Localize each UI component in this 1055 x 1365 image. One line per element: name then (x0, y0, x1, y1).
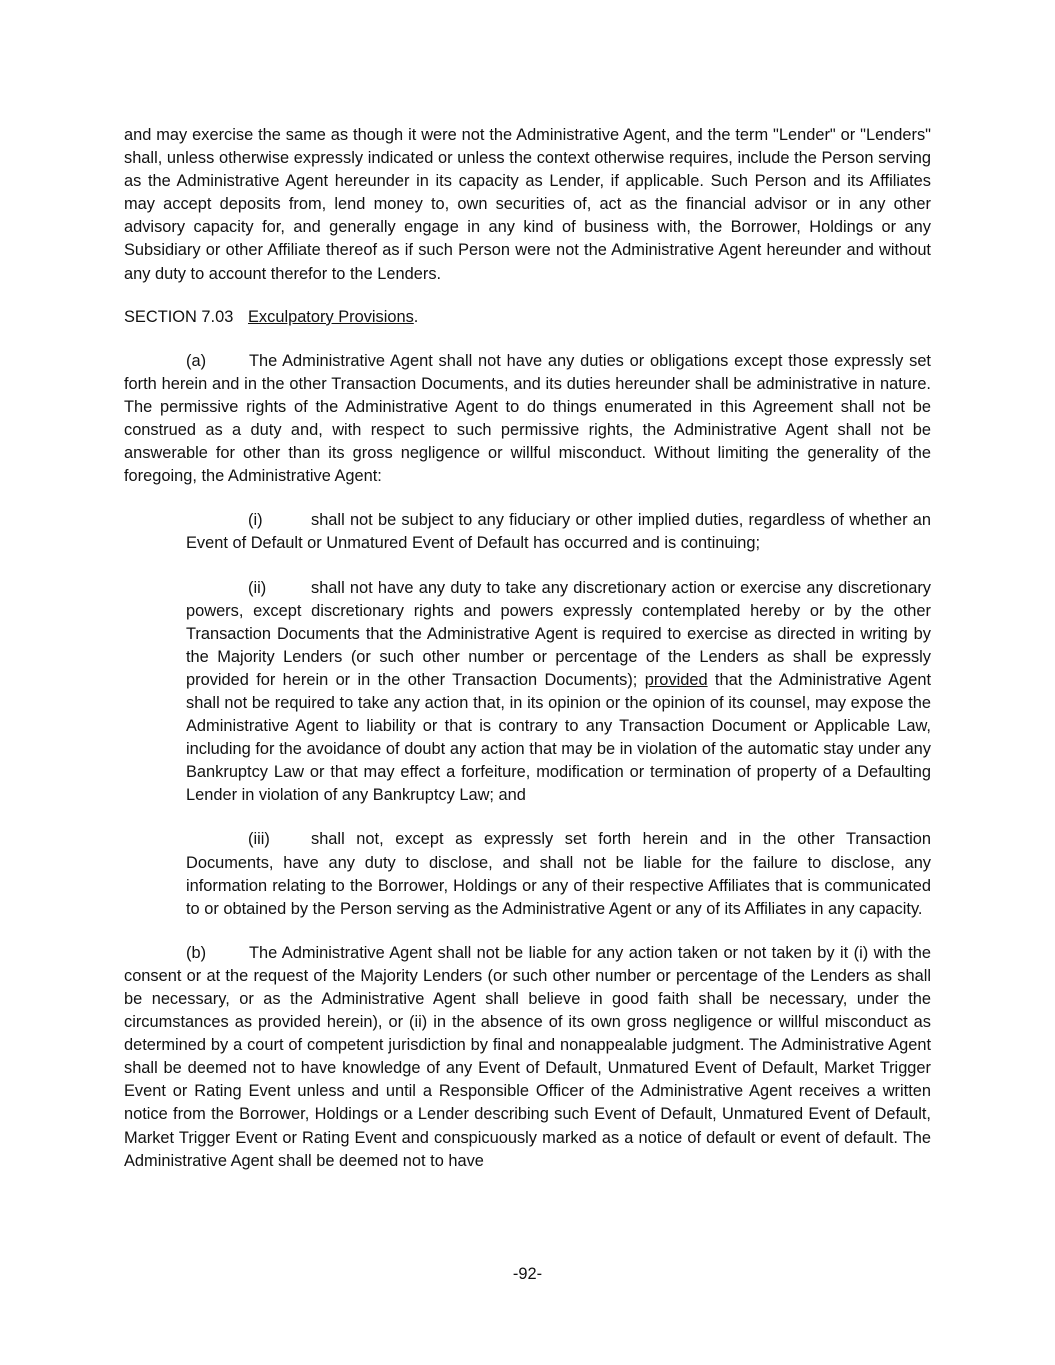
clause-ii-text-before: shall not have any duty to take any discretionary action or exercise any discretionary powers, except discretionary rights and powers expressly contemplated hereby or by the other Transaction Documents that the Administrative Agent is required to exercise as directed in writing by the Majority Lenders (or such other number or percentage of the Lenders as shall be expressly provided for herein or in the other Transaction Documents); (186, 578, 931, 689)
document-page (124, 124, 931, 1173)
paragraph-b-text: The Administrative Agent shall not be liable for any action taken or not taken by it (i) with the consent or at the request of the Majority Lenders (or such other number or percentage of the Lenders as shall be necessary, or as the Administrative Agent shall believe in good faith shall be necessary, under the circumstances as provided herein), or (ii) in the absence of its own gross negligence or willful misconduct as determined by a court of competent jurisdiction by final and nonappealable judgment. The Administrative Agent shall be deemed not to have knowledge of any Event of Default, Unmatured Event of Default, Market Trigger Event or Rating Event unless and until a Responsible Officer of the Administrative Agent receives a written notice from the Borrower, Holdings or a Lender describing such Event of Default, Unmatured Event of Default, Market Trigger Event or Rating Event and conspicuously marked as a notice of default or event of default. The Administrative Agent shall be deemed not to have (124, 943, 931, 1170)
section-number: SECTION 7.03 (124, 307, 234, 326)
intro-paragraph: and may exercise the same as though it were not the Administrative Agent, and the term "Lender" or "Lenders" shall, unless otherwise expressly indicated or unless the context otherwise requires, include the Person serving as the Administrative Agent hereunder in its capacity as Lender, if applicable. Such Person and its Affiliates may accept deposits from, lend money to, own securities of, act as the financial advisor or in any other advisory capacity for, and generally engage in any kind of business with, the Borrower, Holdings or any Subsidiary or other Affiliate thereof as if such Person were not the Administrative Agent hereunder and without any duty to account therefor to the Lenders. (124, 126, 931, 283)
paragraph-a (124, 350, 931, 489)
clause-ii (186, 577, 931, 808)
paragraph-b (124, 942, 931, 1173)
clause-ii-marker: (ii) (248, 578, 267, 597)
section-heading (124, 306, 931, 329)
clause-ii-provided: provided (644, 670, 708, 689)
paragraph-a-marker: (a) (186, 351, 207, 370)
page-number: -92- (512, 1265, 543, 1283)
paragraph-b-marker: (b) (186, 943, 207, 962)
clause-iii-marker: (iii) (248, 830, 270, 849)
clause-iii-text: shall not, except as expressly set forth herein and in the other Transaction Documents, have any duty to disclose, and shall not be liable for the failure to disclose, any information relating to the Borrower, Holdings or any of their respective Affiliates that is communicated to or obtained by the Person serving as the Administrative Agent or any of its Affiliates in any capacity. (186, 830, 931, 918)
paragraph-a-text: The Administrative Agent shall not have any duties or obligations except those expressly set forth herein and in the other Transaction Documents, and its duties hereunder shall be administrative in nature. The permissive rights of the Administrative Agent to do things enumerated in this Agreement shall not be construed as a duty and, with respect to such permissive rights, the Administrative Agent shall not be answerable for other than its gross negligence or willful misconduct. Without limiting the generality of the foregoing, the Administrative Agent: (124, 351, 931, 486)
clause-ii-text-after: that the Administrative Agent shall not be required to take any action that, in its opinion or the opinion of its counsel, may expose the Administrative Agent to liability or that is contrary to any Transaction Document or Applicable Law, including for the avoidance of doubt any action that may be in violation of the automatic stay under any Bankruptcy Law or that may effect a forfeiture, modification or termination of property of a Defaulting Lender in violation of any Bankruptcy Law; and (186, 670, 931, 805)
clause-i (186, 509, 931, 555)
clause-i-marker: (i) (248, 511, 263, 530)
section-title: Exculpatory Provisions (248, 307, 414, 326)
section-title-suffix: . (413, 307, 419, 326)
clause-iii (186, 828, 931, 920)
clause-i-text: shall not be subject to any fiduciary or other implied duties, regardless of whether an Event of Default or Unmatured Event of Default has occurred and is continuing; (186, 511, 931, 553)
